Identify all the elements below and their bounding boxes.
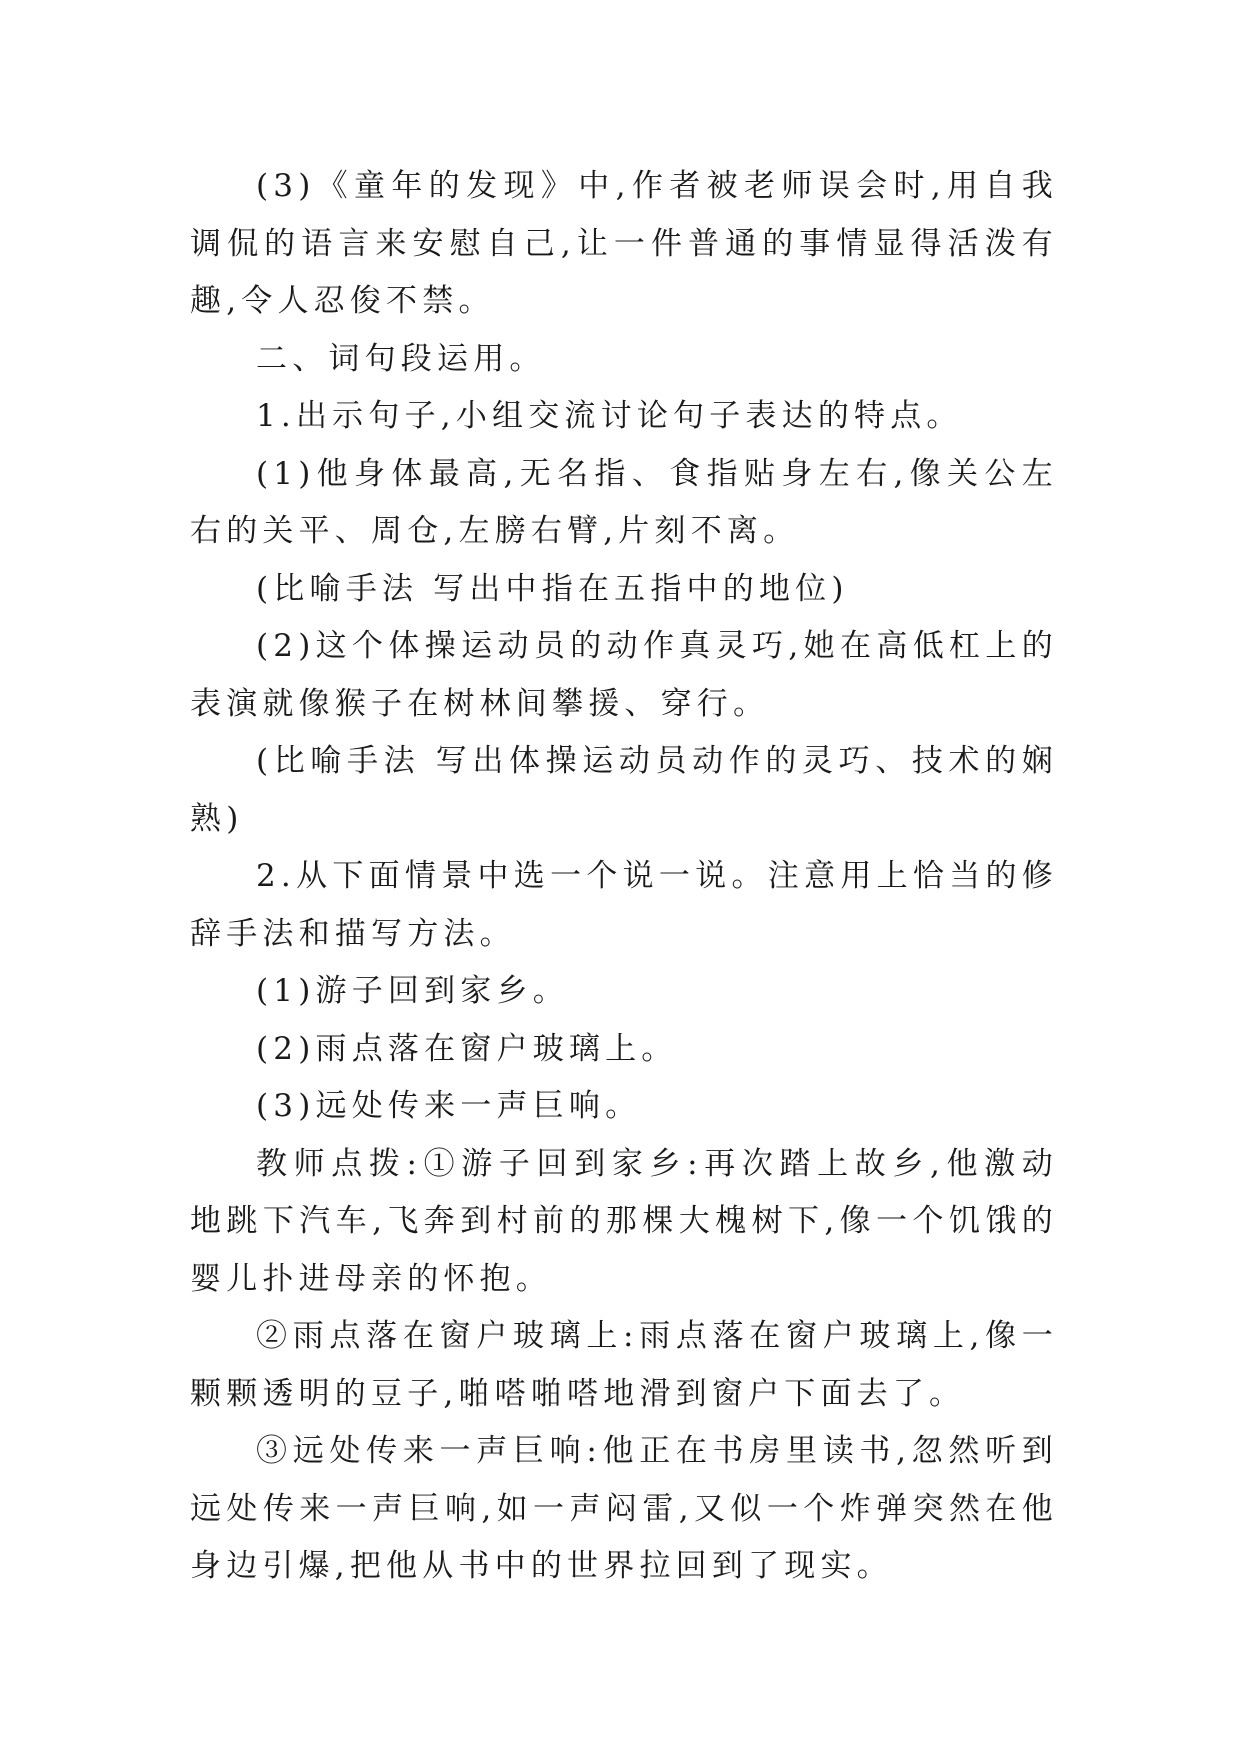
paragraph-teacher-tip-1: 教师点拨:①游子回到家乡:再次踏上故乡,他激动地跳下汽车,飞奔到村前的那棵大槐树下,像一个饥饿的婴儿扑进母亲的怀抱。 [190, 1145, 1058, 1297]
paragraph-task-1: 1.出示句子,小组交流讨论句子表达的特点。 [256, 398, 963, 434]
paragraph-teacher-tip-3: ③远处传来一声巨响:他正在书房里读书,忽然听到远处传来一声巨响,如一声闷雷,又似一个炸弹突然在他身边引爆,把他从书中的世界拉回到了现实。 [190, 1433, 1058, 1584]
paragraph-sentence-1: (1)他身体最高,无名指、食指贴身左右,像关公左右的关平、周仓,左膀右臂,片刻不离。 [190, 455, 1058, 549]
paragraph-sentence-2: (2)这个体操运动员的动作真灵巧,她在高低杠上的表演就像猴子在树林间攀援、穿行。 [190, 628, 1058, 722]
paragraph-scene-1: (1)游子回到家乡。 [256, 973, 569, 1009]
paragraph-explanation-3: (3)《童年的发现》中,作者被老师误会时,用自我调侃的语言来安慰自己,让一件普通的事情显得活泼有趣,令人忍俊不禁。 [190, 168, 1058, 319]
paragraph-scene-2: (2)雨点落在窗户玻璃上。 [256, 1030, 678, 1067]
section-heading-word-sentence-usage: 二、词句段运用。 [256, 340, 546, 377]
paragraph-sentence-1-note: (比喻手法 写出中指在五指中的地位) [256, 570, 849, 607]
paragraph-teacher-tip-2: ②雨点落在窗户玻璃上:雨点落在窗户玻璃上,像一颗颗透明的豆子,啪嗒啪嗒地滑到窗户下面去了。 [190, 1318, 1058, 1412]
paragraph-task-2: 2.从下面情景中选一个说一说。注意用上恰当的修辞手法和描写方法。 [190, 858, 1058, 952]
paragraph-scene-3: (3)远处传来一声巨响。 [256, 1088, 642, 1124]
document-body [190, 158, 1058, 1596]
paragraph-sentence-2-note: (比喻手法 写出体操运动员动作的灵巧、技术的娴熟) [190, 743, 1058, 837]
